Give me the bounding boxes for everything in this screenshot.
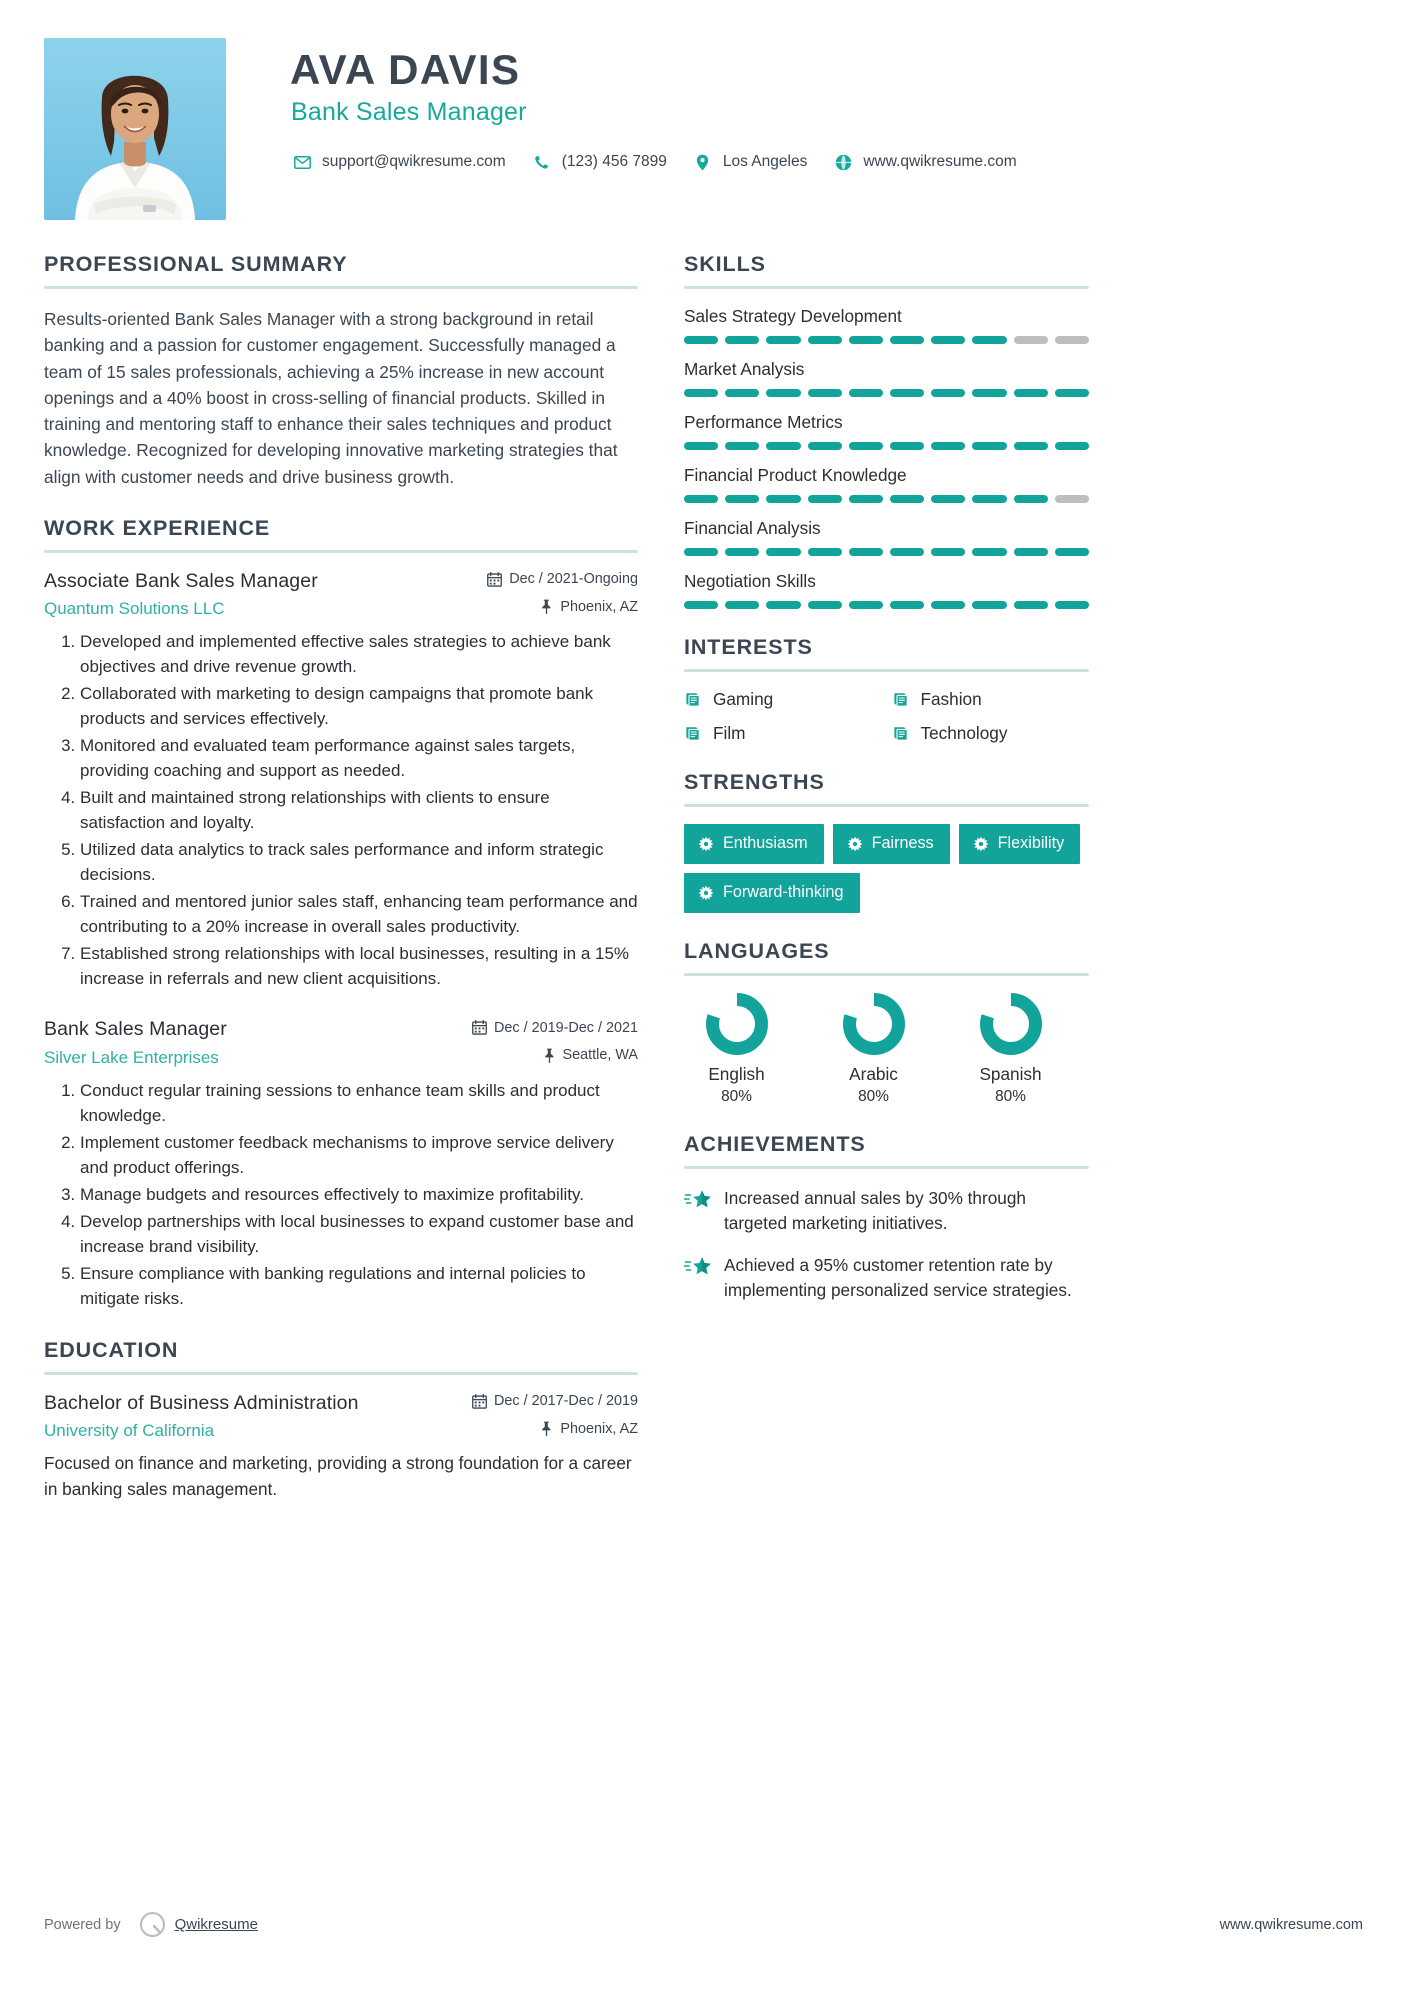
- section-title-education: EDUCATION: [44, 1337, 179, 1362]
- section-divider: [44, 1372, 638, 1375]
- skill-dash: [890, 495, 924, 503]
- section-divider: [684, 286, 1089, 289]
- skill-dash: [766, 601, 800, 609]
- profile-photo-illustration: [44, 38, 226, 220]
- job-title: Bank Sales Manager: [291, 98, 527, 127]
- entry-date-label: Dec / 2021-Ongoing: [509, 571, 638, 588]
- contact-row: [286, 153, 1363, 171]
- language-percent-label: 80%: [858, 1088, 889, 1105]
- location-pin-icon: [693, 153, 713, 171]
- book-icon: [892, 691, 909, 708]
- skill-level-bar: [684, 442, 1089, 450]
- skill-name-label: Financial Analysis: [684, 518, 821, 538]
- skill-dash: [849, 336, 883, 344]
- skill-dash: [890, 389, 924, 397]
- skill-item: [684, 518, 1089, 556]
- skill-dash: [808, 442, 842, 450]
- skill-dash: [725, 601, 759, 609]
- strength-chip: [833, 824, 950, 864]
- footer-brand-link[interactable]: Qwikresume: [174, 1916, 258, 1933]
- resume-body: [0, 220, 1407, 1529]
- entry-date-label: Dec / 2017-Dec / 2019: [494, 1393, 638, 1410]
- globe-icon: [833, 153, 853, 171]
- section-skills: [684, 252, 1089, 609]
- calendar-icon: [487, 572, 502, 587]
- footer-website[interactable]: www.qwikresume.com: [1219, 1916, 1363, 1933]
- book-icon: [892, 725, 909, 742]
- envelope-icon: [292, 153, 312, 171]
- skill-dash: [931, 442, 965, 450]
- contact-email-label: support@qwikresume.com: [322, 153, 506, 171]
- achievement-item: [684, 1253, 1089, 1303]
- language-item: [821, 993, 926, 1106]
- achievement-text: Achieved a 95% customer retention rate by implementing personalized service strategies.: [724, 1254, 1072, 1300]
- skill-dash: [931, 548, 965, 556]
- skill-dash: [684, 548, 718, 556]
- burst-icon: [698, 836, 714, 852]
- skill-dash: [725, 548, 759, 556]
- pin-icon: [540, 599, 553, 614]
- qwikresume-logo-icon: [139, 1911, 166, 1938]
- skill-name-label: Financial Product Knowledge: [684, 465, 907, 485]
- responsibility-list: [44, 1079, 638, 1312]
- right-column: [684, 252, 1089, 1329]
- section-title-achievements: ACHIEVEMENTS: [684, 1132, 866, 1156]
- skill-item: [684, 306, 1089, 344]
- skill-level-bar: [684, 548, 1089, 556]
- skill-level-bar: [684, 336, 1089, 344]
- entry-subheader-row: [44, 1421, 638, 1442]
- contact-website[interactable]: [833, 153, 1016, 171]
- language-percent-label: 80%: [721, 1088, 752, 1105]
- strength-label: Enthusiasm: [723, 834, 808, 852]
- entry-date-label: Dec / 2019-Dec / 2021: [494, 1019, 638, 1036]
- language-item: [958, 993, 1063, 1106]
- skill-dash: [1014, 548, 1048, 556]
- interest-item: [892, 689, 1090, 710]
- contact-phone-label: (123) 456 7899: [561, 153, 667, 171]
- entry-location-label: Phoenix, AZ: [560, 598, 638, 615]
- interest-label: Fashion: [920, 689, 982, 709]
- entry-header-row: [44, 1392, 638, 1415]
- header-main: [226, 38, 1363, 171]
- section-divider: [684, 669, 1089, 672]
- entry-location: [540, 1421, 638, 1437]
- skill-dash: [972, 495, 1006, 503]
- entry-location: [543, 1047, 638, 1063]
- language-item: [684, 993, 789, 1106]
- skill-dash: [766, 389, 800, 397]
- skill-dash: [931, 389, 965, 397]
- section-divider: [684, 973, 1089, 976]
- contact-email[interactable]: [292, 153, 506, 171]
- school-name: University of California: [44, 1421, 215, 1441]
- skill-dash: [684, 336, 718, 344]
- section-divider: [44, 550, 638, 553]
- footer-powered-by-label: Powered by: [44, 1916, 121, 1933]
- contact-phone[interactable]: [532, 153, 667, 171]
- section-professional-summary: [44, 252, 638, 490]
- star-icon: [684, 1255, 714, 1277]
- section-strengths: [684, 770, 1089, 913]
- skill-dash: [808, 389, 842, 397]
- skill-dash: [725, 389, 759, 397]
- skill-dash: [766, 548, 800, 556]
- entry-location-label: Seattle, WA: [562, 1047, 638, 1064]
- skill-dash: [684, 389, 718, 397]
- list-item: 5. Ensure compliance with banking regulations and internal policies to mitigate risks.: [80, 1262, 638, 1312]
- skill-item: [684, 359, 1089, 397]
- interest-label: Gaming: [713, 689, 774, 709]
- section-title-work: WORK EXPERIENCE: [44, 515, 271, 540]
- skill-dash: [890, 548, 924, 556]
- list-item: 1. Developed and implemented effective sales strategies to achieve bank objectives and drive revenue growth.: [80, 630, 638, 680]
- skill-dash: [1055, 548, 1089, 556]
- list-item: 5. Utilized data analytics to track sales performance and inform strategic decisions.: [80, 838, 638, 888]
- skill-level-bar: [684, 601, 1089, 609]
- burst-icon: [847, 836, 863, 852]
- language-progress-ring: [843, 993, 905, 1055]
- interest-label: Film: [713, 723, 746, 743]
- skill-dash: [972, 389, 1006, 397]
- list-item: 1. Conduct regular training sessions to enhance team skills and product knowledge.: [80, 1079, 638, 1129]
- strength-chip: [684, 873, 860, 913]
- skill-dash: [849, 601, 883, 609]
- entry-date: [472, 1393, 638, 1409]
- calendar-icon: [472, 1020, 487, 1035]
- skill-item: [684, 571, 1089, 609]
- skill-name-label: Performance Metrics: [684, 412, 843, 432]
- skill-dash: [849, 495, 883, 503]
- skills-list: [684, 306, 1089, 609]
- list-item: 2. Collaborated with marketing to design campaigns that promote bank products and services effectively.: [80, 682, 638, 732]
- skill-dash: [1055, 442, 1089, 450]
- company-name: Quantum Solutions LLC: [44, 599, 225, 619]
- contact-location-label: Los Angeles: [722, 153, 808, 171]
- skill-dash: [808, 601, 842, 609]
- interests-list: [684, 689, 1089, 744]
- list-item: 7. Established strong relationships with local businesses, resulting in a 15% increase in referrals and new client acquisitions.: [80, 942, 638, 992]
- section-title-strengths: STRENGTHS: [684, 770, 825, 794]
- skill-dash: [931, 336, 965, 344]
- page-title: AVA DAVIS: [290, 46, 521, 93]
- entry-subheader-row: [44, 1047, 638, 1068]
- achievement-item: [684, 1186, 1089, 1236]
- skill-dash: [684, 601, 718, 609]
- footer-left: [44, 1911, 258, 1938]
- book-icon: [684, 725, 701, 742]
- skill-dash: [890, 336, 924, 344]
- interest-item: [684, 689, 882, 710]
- star-icon: [684, 1188, 714, 1210]
- language-name-label: English: [708, 1064, 765, 1084]
- list-item: 3. Manage budgets and resources effectively to maximize profitability.: [80, 1183, 638, 1208]
- language-progress-ring: [980, 993, 1042, 1055]
- contact-website-label: www.qwikresume.com: [863, 153, 1017, 171]
- skill-dash: [1014, 389, 1048, 397]
- section-title-summary: PROFESSIONAL SUMMARY: [44, 252, 348, 276]
- book-icon: [684, 691, 701, 708]
- strength-label: Forward-thinking: [723, 883, 844, 901]
- skill-dash: [684, 442, 718, 450]
- skill-dash: [972, 548, 1006, 556]
- job-role-title: Associate Bank Sales Manager: [44, 569, 318, 592]
- summary-text: Results-oriented Bank Sales Manager with a strong background in retail banking and a passion for customer engagement. Successfully managed a team of 15 sales professionals, achieving a 25% increase in new account openings and a 40% boost in cross-selling of financial products. Skilled in training and mentoring staff to enhance their sales techniques and product knowledge. Recognized for developing innovative marketing strategies that align with customer needs and drive business growth.: [44, 309, 618, 487]
- education-entry-list: [44, 1392, 638, 1503]
- list-item: 4. Develop partnerships with local businesses to expand customer base and increase brand visibility.: [80, 1210, 638, 1260]
- resume-header: [0, 0, 1407, 220]
- section-title-skills: SKILLS: [684, 252, 766, 276]
- skill-dash: [1055, 389, 1089, 397]
- work-entry: [44, 570, 638, 992]
- section-interests: [684, 635, 1089, 744]
- entry-header-row: [44, 1018, 638, 1041]
- language-percent-label: 80%: [995, 1088, 1026, 1105]
- list-item: 2. Implement customer feedback mechanisms to improve service delivery and product offerings.: [80, 1131, 638, 1181]
- entry-subheader-row: [44, 599, 638, 620]
- skill-dash: [849, 389, 883, 397]
- burst-icon: [698, 885, 714, 901]
- burst-icon: [973, 836, 989, 852]
- strength-label: Flexibility: [997, 834, 1065, 852]
- phone-icon: [532, 153, 552, 171]
- skill-dash: [1055, 601, 1089, 609]
- section-achievements: [684, 1132, 1089, 1303]
- skill-dash: [1014, 442, 1048, 450]
- skill-name-label: Sales Strategy Development: [684, 306, 902, 326]
- interest-label: Technology: [920, 723, 1008, 743]
- skill-dash: [972, 336, 1006, 344]
- interest-item: [684, 723, 882, 744]
- section-divider: [684, 1166, 1089, 1169]
- pin-icon: [540, 1421, 553, 1436]
- left-column: [44, 252, 638, 1529]
- section-education: [44, 1338, 638, 1503]
- skill-name-label: Negotiation Skills: [684, 571, 816, 591]
- section-work-experience: [44, 516, 638, 1312]
- strength-chip: [959, 824, 1081, 864]
- list-item: 6. Trained and mentored junior sales staff, enhancing team performance and contributing to a 20% increase in overall sales productivity.: [80, 890, 638, 940]
- skill-dash: [890, 601, 924, 609]
- entry-header-row: [44, 570, 638, 593]
- skill-level-bar: [684, 495, 1089, 503]
- list-item: 3. Monitored and evaluated team performance against sales targets, providing coaching and support as needed.: [80, 734, 638, 784]
- responsibility-list: [44, 630, 638, 992]
- skill-dash: [849, 548, 883, 556]
- strength-label: Fairness: [871, 834, 934, 852]
- skill-dash: [808, 336, 842, 344]
- skill-dash: [725, 336, 759, 344]
- skill-dash: [684, 495, 718, 503]
- skill-dash: [766, 336, 800, 344]
- skill-dash: [972, 442, 1006, 450]
- skill-dash: [725, 495, 759, 503]
- skill-item: [684, 465, 1089, 503]
- section-title-interests: INTERESTS: [684, 635, 813, 659]
- skill-dash: [931, 495, 965, 503]
- languages-list: [684, 993, 1089, 1106]
- section-divider: [44, 286, 638, 289]
- interest-item: [892, 723, 1090, 744]
- skill-dash: [849, 442, 883, 450]
- language-progress-ring: [706, 993, 768, 1055]
- skill-dash: [1055, 336, 1089, 344]
- skill-dash: [972, 601, 1006, 609]
- pin-icon: [543, 1048, 556, 1063]
- entry-location-label: Phoenix, AZ: [560, 1420, 638, 1437]
- company-name: Silver Lake Enterprises: [44, 1047, 219, 1067]
- skill-dash: [1014, 336, 1048, 344]
- job-role-title: Bank Sales Manager: [44, 1018, 227, 1041]
- section-title-languages: LANGUAGES: [684, 939, 830, 963]
- entry-date: [472, 1020, 638, 1036]
- language-name-label: Arabic: [849, 1064, 898, 1084]
- work-entry-list: [44, 570, 638, 1312]
- work-entry: [44, 1018, 638, 1311]
- skill-level-bar: [684, 389, 1089, 397]
- skill-dash: [808, 495, 842, 503]
- skill-dash: [931, 601, 965, 609]
- skill-dash: [1055, 495, 1089, 503]
- skill-dash: [890, 442, 924, 450]
- calendar-icon: [472, 1394, 487, 1409]
- profile-photo: [44, 38, 226, 220]
- degree-title: Bachelor of Business Administration: [44, 1391, 359, 1414]
- education-entry: [44, 1392, 638, 1503]
- skill-dash: [1014, 495, 1048, 503]
- skill-name-label: Market Analysis: [684, 359, 805, 379]
- resume-footer: [0, 1911, 1407, 1938]
- entry-date: [487, 571, 638, 587]
- strength-chip: [684, 824, 824, 864]
- skill-dash: [1014, 601, 1048, 609]
- skill-dash: [766, 442, 800, 450]
- strengths-list: [684, 824, 1089, 913]
- contact-location: [693, 153, 807, 171]
- entry-location: [540, 599, 638, 615]
- achievement-text: Increased annual sales by 30% through targeted marketing initiatives.: [724, 1188, 1026, 1233]
- section-languages: [684, 939, 1089, 1106]
- skill-dash: [725, 442, 759, 450]
- skill-dash: [808, 548, 842, 556]
- language-name-label: Spanish: [979, 1064, 1042, 1084]
- skill-dash: [766, 495, 800, 503]
- section-divider: [684, 804, 1089, 807]
- skill-item: [684, 412, 1089, 450]
- achievements-list: [684, 1186, 1089, 1303]
- education-description: Focused on finance and marketing, providing a strong foundation for a career in banking sales management.: [44, 1453, 632, 1499]
- list-item: 4. Built and maintained strong relationships with clients to ensure satisfaction and loyalty.: [80, 786, 638, 836]
